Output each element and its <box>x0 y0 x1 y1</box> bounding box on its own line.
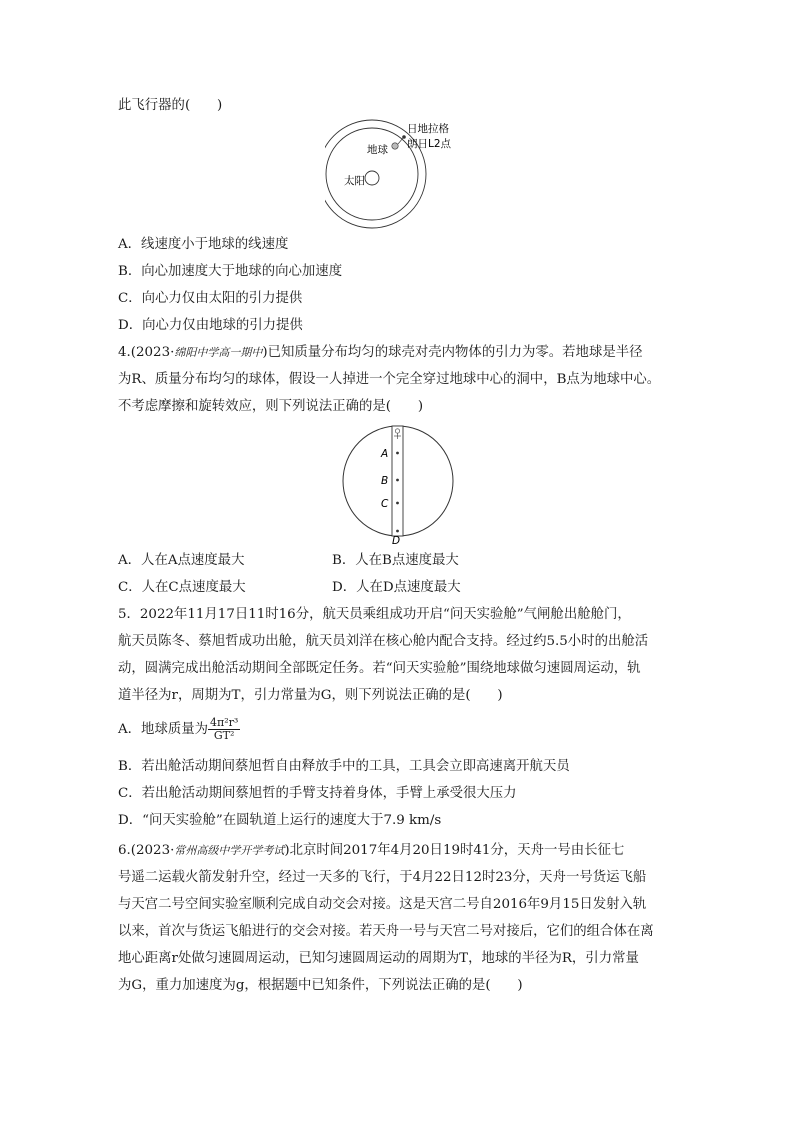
sun-icon <box>365 171 379 185</box>
q3-option-a: A．线速度小于地球的线速度 <box>118 237 289 252</box>
q6-stem-line-6: 为G，重力加速度为g，根据题中已知条件，下列说法正确的是( ) <box>118 978 523 993</box>
q4-source: 绵阳中学高一期中 <box>174 346 263 359</box>
q6-stem-line-1: 6.(2023·常州高级中学开学考试)北京时间2017年4月20日19时41分，天舟一号由长征七 <box>118 843 625 858</box>
earth-tunnel-diagram <box>338 423 458 545</box>
q4-number: 4. <box>118 345 131 360</box>
q3-option-b: B．向心加速度大于地球的向心加速度 <box>118 264 343 279</box>
q6-number: 6. <box>118 843 131 858</box>
q5-option-c: C．若出舱活动期间蔡旭哲的手臂支持着身体，手臂上承受很大压力 <box>118 786 517 801</box>
l2-label-1: 日地拉格 <box>407 123 449 135</box>
q5-option-b: B．若出舱活动期间蔡旭哲自由释放手中的工具，工具会立即高速离开航天员 <box>118 759 570 774</box>
q5-option-a: A．地球质量为 $\frac{\text{4π²r³}}{\text{GT²}}$ <box>118 716 239 742</box>
q4-stem-line-3: 不考虑摩擦和旋转效应，则下列说法正确的是( ) <box>118 399 424 414</box>
earth-icon <box>392 143 398 149</box>
q6-stem-line-4: 以来，首次与货运飞船进行的交会对接。若天舟一号与天宫二号对接后，它们的组合体在离 <box>118 924 654 939</box>
q4-option-b: B．人在B点速度最大 <box>332 553 459 568</box>
q5-stem-line-1: 5．2022年11月17日11时16分，航天员乘组成功开启“问天实验舱”气闸舱出舱舱门， <box>118 607 631 622</box>
orbit-diagram <box>325 118 485 232</box>
q4-option-d: D．人在D点速度最大 <box>332 580 461 595</box>
sun-label: 太阳 <box>344 175 365 187</box>
q4-stem-line-1: 4.(2023·绵阳中学高一期中)已知质量分布均匀的球壳对壳内物体的引力为零。若地球是半径 <box>118 345 643 360</box>
q4-option-a: A．人在A点速度最大 <box>118 553 245 568</box>
q4-option-c: C．人在C点速度最大 <box>118 580 246 595</box>
q3-option-d: D．向心力仅由地球的引力提供 <box>118 318 303 333</box>
l2-label-2: 朗日L2点 <box>407 138 452 150</box>
q3-stem-end: 此飞行器的( ) <box>118 98 223 113</box>
q5-stem-line-4: 道半径为r，周期为T，引力常量为G，则下列说法正确的是( ) <box>118 688 503 703</box>
label-b: B <box>381 475 389 487</box>
q6-stem-line-3: 与天宫二号空间实验室顺利完成自动交会对接。这是天宫二号自2016年9月15日发射入轨 <box>118 897 647 912</box>
q4-stem-line-2: 为R、质量分布均匀的球体，假设一人掉进一个完全穿过地球中心的洞中，B点为地球中心。 <box>118 372 661 387</box>
label-d: D <box>392 535 401 545</box>
q3-option-c: C．向心力仅由太阳的引力提供 <box>118 291 303 306</box>
mass-fraction: $\frac{\text{4π²r³}}{\text{GT²}}$ <box>210 716 239 742</box>
l2-point-icon <box>402 135 406 139</box>
q5-option-d: D．“问天实验舱”在圆轨道上运行的速度大于7.9 km/s <box>118 813 442 828</box>
label-c: C <box>381 498 389 510</box>
earth-label: 地球 <box>367 144 388 156</box>
q5-stem-line-2: 航天员陈冬、蔡旭哲成功出舱，航天员刘洋在核心舱内配合支持。经过约5.5小时的出舱活 <box>118 634 649 649</box>
q6-stem-line-2: 号遥二运载火箭发射升空，经过一天多的飞行，于4月22日12时23分，天舟一号货运飞船 <box>118 870 647 885</box>
q6-source: 常州高级中学开学考试 <box>174 844 285 857</box>
label-a: A <box>381 448 389 460</box>
q5-stem-line-3: 动，圆满完成出舱活动期间全部既定任务。若“问天实验舱”围绕地球做匀速圆周运动，轨 <box>118 661 641 676</box>
q6-stem-line-5: 地心距离r处做匀速圆周运动，已知匀速圆周运动的周期为T，地球的半径为R，引力常量 <box>118 951 639 966</box>
